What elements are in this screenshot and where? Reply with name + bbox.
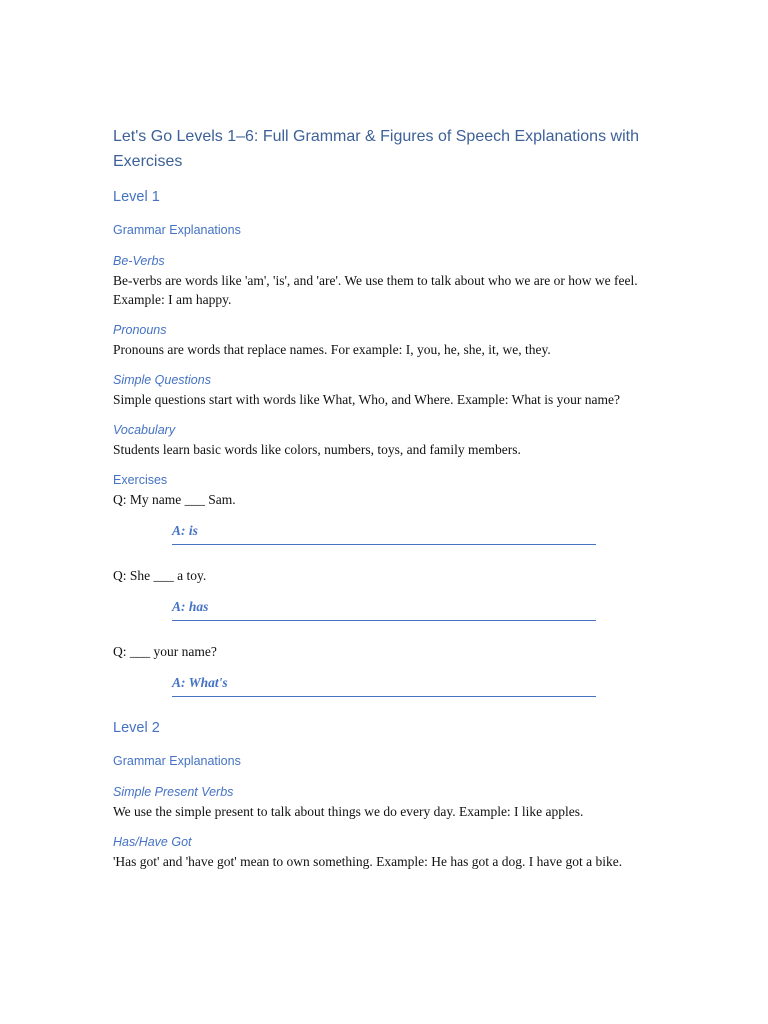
topic-pronouns xyxy=(113,322,653,359)
level-2-heading: Level 2 xyxy=(113,720,160,736)
exercises-heading: Exercises xyxy=(113,473,168,487)
exercise-answer: A: is xyxy=(172,521,596,545)
document-title: Let's Go Levels 1–6: Full Grammar & Figures of Speech Explanations with Exercises xyxy=(113,128,639,170)
topic-text: Pronouns are words that replace names. For example: I, you, he, she, it, we, they. xyxy=(113,342,551,357)
topic-simple-questions xyxy=(113,372,653,409)
topic-vocabulary xyxy=(113,422,653,459)
level-1-grammar-heading: Grammar Explanations xyxy=(113,223,241,237)
level-1-exercises xyxy=(113,472,653,697)
topic-heading: Simple Questions xyxy=(113,373,211,387)
exercise-answer: A: What's xyxy=(172,673,596,697)
topic-text: Simple questions start with words like What, Who, and Where. Example: What is your name? xyxy=(113,392,621,407)
topic-text: We use the simple present to talk about things we do every day. Example: I like apples. xyxy=(113,804,584,819)
topic-simple-present-verbs xyxy=(113,784,653,821)
topic-heading: Be-Verbs xyxy=(113,254,165,268)
exercise-question: Q: ___ your name? xyxy=(113,644,217,659)
exercise-item xyxy=(113,490,653,545)
level-1-heading: Level 1 xyxy=(113,189,160,205)
topic-text: Students learn basic words like colors, numbers, toys, and family members. xyxy=(113,442,521,457)
exercise-answer: A: has xyxy=(172,597,596,621)
exercise-question: Q: My name ___ Sam. xyxy=(113,492,236,507)
document-page xyxy=(113,124,653,884)
level-2-grammar-heading: Grammar Explanations xyxy=(113,754,241,768)
exercise-item xyxy=(113,642,653,697)
exercise-item xyxy=(113,566,653,621)
topic-heading: Pronouns xyxy=(113,323,167,337)
exercise-question: Q: She ___ a toy. xyxy=(113,568,207,583)
topic-has-have-got xyxy=(113,834,653,871)
topic-heading: Has/Have Got xyxy=(113,835,192,849)
topic-heading: Simple Present Verbs xyxy=(113,785,234,799)
topic-heading: Vocabulary xyxy=(113,423,176,437)
topic-be-verbs xyxy=(113,253,653,309)
topic-text: Be-verbs are words like 'am', 'is', and 'are'. We use them to talk about who we are or how we feel. Example: I am happy. xyxy=(113,273,638,307)
topic-text: 'Has got' and 'have got' mean to own something. Example: He has got a dog. I have got a bike. xyxy=(113,854,623,869)
